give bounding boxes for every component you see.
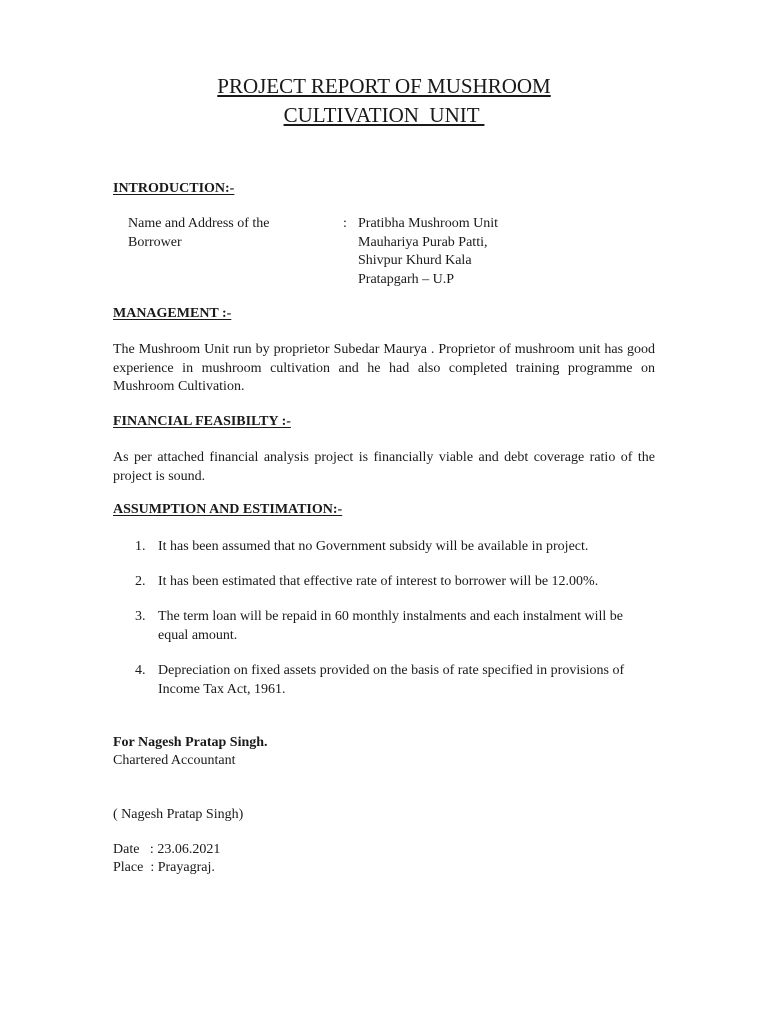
document-title (0, 72, 768, 130)
list-item (135, 538, 655, 557)
signature-firm: For Nagesh Pratap Singh. (113, 735, 268, 750)
management-paragraph: The Mushroom Unit run by proprietor Subedar Maurya . Proprietor of mushroom unit has good experience in mushroom cultivation and he had also completed training programme on Mushroom Cultivation. (113, 342, 655, 394)
address-line: Shivpur Khurd Kala (358, 253, 472, 268)
title-line-1: PROJECT REPORT OF MUSHROOM (217, 74, 551, 98)
borrower-label (128, 215, 270, 252)
signature-designation: Chartered Accountant (113, 753, 236, 768)
address-line: Pratibha Mushroom Unit (358, 216, 498, 231)
borrower-label-line-2: Borrower (128, 234, 182, 250)
financial-feasibility-paragraph: As per attached financial analysis project is financially viable and debt coverage ratio of the project is sound. (113, 450, 655, 484)
list-item (135, 662, 655, 699)
address-colon: : (343, 216, 347, 231)
management-heading: MANAGEMENT :- (113, 306, 232, 321)
title-line-2: CULTIVATION UNIT (283, 103, 485, 127)
assumption-heading: ASSUMPTION AND ESTIMATION:- (113, 502, 343, 517)
address-line: Pratapgarh – U.P (358, 271, 455, 287)
signature-date: Date : 23.06.2021 (113, 842, 221, 857)
list-item (135, 608, 655, 645)
list-item-number: 1. (135, 539, 146, 554)
list-item-number: 2. (135, 574, 146, 589)
signature-name: ( Nagesh Pratap Singh) (113, 807, 244, 822)
introduction-heading: INTRODUCTION:- (113, 181, 235, 196)
address-line: Mauhariya Purab Patti, (358, 234, 488, 250)
list-item-text: Depreciation on fixed assets provided on the basis of rate specified in provisions of Income Tax Act, 1961. (158, 663, 625, 697)
list-item (135, 573, 655, 592)
list-item-number: 4. (135, 663, 146, 678)
signature-place: Place : Prayagraj. (113, 860, 215, 875)
list-item-number: 3. (135, 609, 146, 624)
list-item-text: The term loan will be repaid in 60 monthly instalments and each instalment will be equal amount. (158, 609, 624, 643)
financial-feasibility-heading: FINANCIAL FEASIBILTY :- (113, 414, 291, 429)
borrower-address (358, 215, 498, 289)
list-item-text: It has been assumed that no Government subsidy will be available in project. (158, 539, 589, 554)
list-item-text: It has been estimated that effective rate of interest to borrower will be 12.00%. (158, 574, 599, 589)
borrower-label-line-1: Name and Address of the (128, 216, 270, 231)
